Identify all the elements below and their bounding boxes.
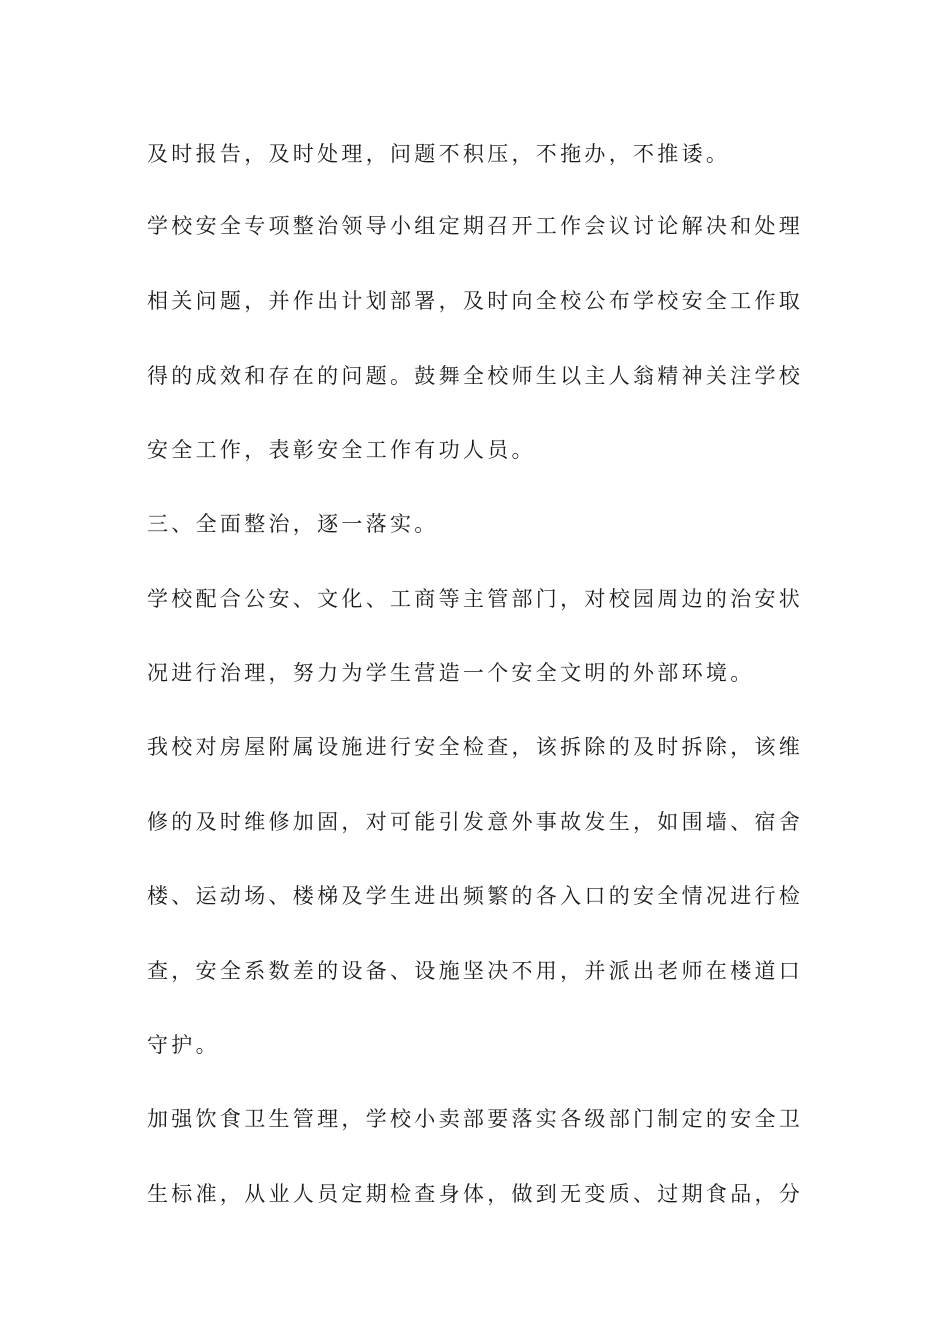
- section-heading: 三、全面整治，逐一落实。: [147, 512, 439, 536]
- text-line-1: 及时报告，及时处理，问题不积压，不拖办，不推诿。: [147, 142, 731, 166]
- text-line-4: 得的成效和存在的问题。鼓舞全校师生以主人翁精神关注学校: [147, 364, 804, 388]
- text-line-15: 生标准，从业人员定期检查身体，做到无变质、过期食品，分: [147, 1182, 804, 1206]
- text-line-14: 加强饮食卫生管理，学校小卖部要落实各级部门制定的安全卫: [147, 1107, 804, 1131]
- text-line-13: 守护。: [147, 1033, 220, 1057]
- text-line-12: 查，安全系数差的设备、设施坚决不用，并派出老师在楼道口: [147, 959, 804, 983]
- text-line-8: 况进行治理，努力为学生营造一个安全文明的外部环境。: [147, 661, 755, 685]
- text-line-3: 相关问题，并作出计划部署，及时向全校公布学校安全工作取: [147, 289, 804, 313]
- text-line-11: 楼、运动场、楼梯及学生进出频繁的各入口的安全情况进行检: [147, 884, 804, 908]
- text-line-9: 我校对房屋附属设施进行安全检查，该拆除的及时拆除，该维: [147, 735, 804, 759]
- text-line-10: 修的及时维修加固，对可能引发意外事故发生，如围墙、宿舍: [147, 810, 804, 834]
- text-line-7: 学校配合公安、文化、工商等主管部门，对校园周边的治安状: [147, 587, 804, 611]
- text-line-5: 安全工作，表彰安全工作有功人员。: [147, 438, 536, 462]
- text-line-2: 学校安全专项整治领导小组定期召开工作会议讨论解决和处理: [147, 214, 804, 238]
